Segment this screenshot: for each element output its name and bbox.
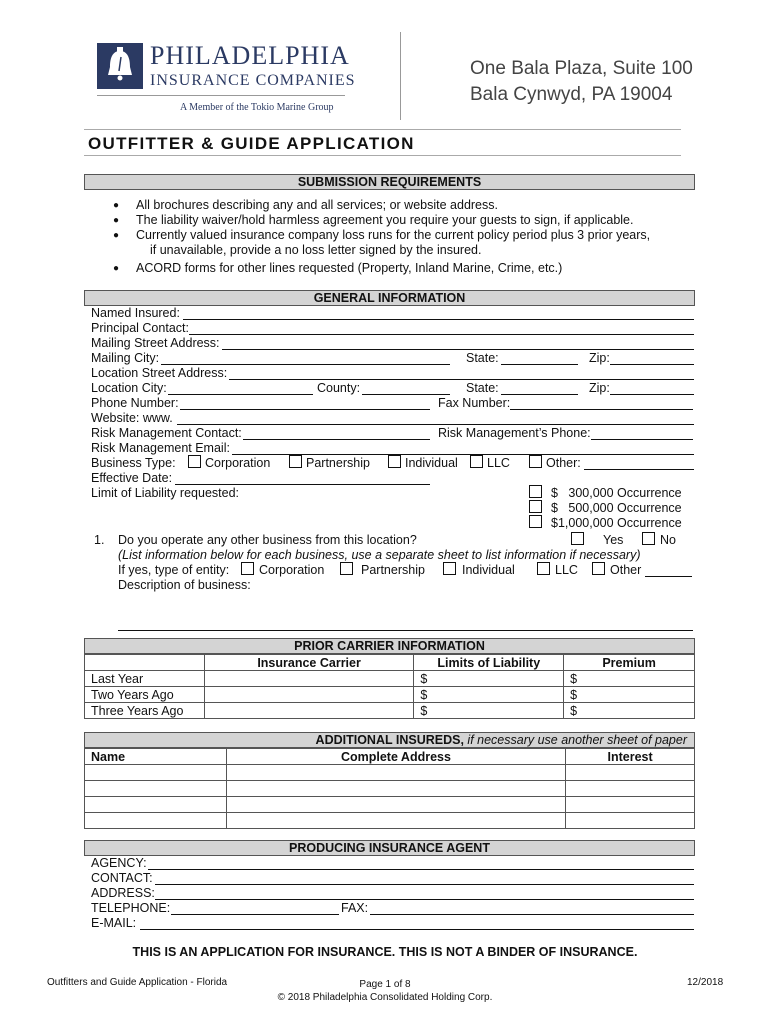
address-cell[interactable] (226, 813, 565, 829)
website-field[interactable] (177, 424, 694, 425)
entity-llc-checkbox[interactable] (537, 562, 550, 575)
carrier-cell[interactable] (204, 671, 414, 687)
header-vertical-divider (400, 32, 401, 120)
bullet-icon: ● (113, 263, 120, 274)
carrier-cell[interactable] (204, 687, 414, 703)
title-rule-bottom (84, 155, 681, 156)
q1-yes-checkbox[interactable] (571, 532, 584, 545)
agency-label: AGENCY: (91, 856, 147, 870)
q1-yes-label: Yes (603, 533, 624, 547)
limit-500k-checkbox[interactable] (529, 500, 542, 513)
location-city-field[interactable] (168, 394, 313, 395)
table-row (85, 687, 695, 703)
phone-field[interactable] (180, 409, 430, 410)
q1-no-checkbox[interactable] (642, 532, 655, 545)
principal-contact-field[interactable] (189, 334, 694, 335)
location-street-field[interactable] (229, 379, 694, 380)
general-heading: GENERAL INFORMATION (84, 290, 695, 306)
table-row (85, 781, 695, 797)
q1-no-label: No (660, 533, 676, 547)
risk-email-label: Risk Management Email: (91, 441, 230, 455)
carrier-cell[interactable] (204, 703, 414, 719)
effective-date-label: Effective Date: (91, 471, 173, 485)
business-type-option: Individual (405, 456, 458, 470)
footer-form-name: Outfitters and Guide Application - Florida (47, 977, 228, 988)
address-cell[interactable] (226, 765, 565, 781)
mailing-city-label: Mailing City: (91, 351, 160, 365)
phone-label: Phone Number: (91, 396, 179, 410)
mailing-city-field[interactable] (161, 364, 450, 365)
row-label: Two Years Ago (85, 687, 205, 703)
table-row (85, 813, 695, 829)
submission-heading: SUBMISSION REQUIREMENTS (84, 174, 695, 190)
principal-contact-label: Principal Contact: (91, 321, 189, 335)
footer-date: 12/2018 (687, 977, 724, 988)
mailing-zip-label: Zip: (589, 351, 610, 365)
name-cell[interactable] (85, 765, 227, 781)
limit-option: $ 300,000 Occurrence (551, 486, 682, 500)
named-insured-label: Named Insured: (91, 306, 180, 320)
additional-insureds-heading (84, 732, 695, 748)
liberty-bell-icon (97, 43, 143, 89)
risk-phone-field[interactable] (591, 439, 693, 440)
named-insured-field[interactable] (183, 319, 694, 320)
submission-item: The liability waiver/hold harmless agreement you require your guests to sign, if applicable. (136, 213, 634, 227)
agent-fax-field[interactable] (370, 914, 694, 915)
table-row (85, 765, 695, 781)
address-line-1: One Bala Plaza, Suite 100 (470, 58, 693, 79)
mailing-state-field[interactable] (501, 364, 578, 365)
limits-cell[interactable]: $ (414, 687, 564, 703)
limit-option: $ 500,000 Occurrence (551, 501, 682, 515)
description-field[interactable] (118, 630, 693, 631)
submission-item: Currently valued insurance company loss runs for the current policy period plus 3 prior years, (136, 228, 651, 242)
premium-cell[interactable]: $ (564, 703, 695, 719)
table-row (85, 797, 695, 813)
location-street-label: Location Street Address: (91, 366, 228, 380)
column-header: Premium (564, 655, 695, 671)
column-header (85, 655, 205, 671)
company-subname: INSURANCE COMPANIES (150, 72, 356, 89)
page-title: OUTFITTER & GUIDE APPLICATION (88, 134, 415, 153)
additional-insureds-table (84, 748, 695, 829)
column-header: Limits of Liability (414, 655, 564, 671)
business-type-option: LLC (487, 456, 510, 470)
agency-field[interactable] (148, 869, 694, 870)
limits-cell[interactable]: $ (414, 671, 564, 687)
title-rule-top (84, 129, 681, 130)
location-zip-field[interactable] (610, 394, 694, 395)
entity-option: LLC (555, 563, 578, 577)
agent-address-field[interactable] (155, 899, 694, 900)
fax-field[interactable] (510, 409, 693, 410)
row-label: Last Year (85, 671, 205, 687)
business-type-other-field[interactable] (584, 469, 694, 470)
location-state-field[interactable] (501, 394, 578, 395)
interest-cell[interactable] (566, 765, 695, 781)
business-type-other-checkbox[interactable] (529, 455, 542, 468)
bullet-icon: ● (113, 215, 120, 226)
additional-heading-note: if necessary use another sheet of paper (463, 733, 687, 747)
address-cell[interactable] (226, 781, 565, 797)
business-type-corporation-checkbox[interactable] (188, 455, 201, 468)
address-line-2: Bala Cynwyd, PA 19004 (470, 84, 673, 105)
interest-cell[interactable] (566, 797, 695, 813)
interest-cell[interactable] (566, 813, 695, 829)
footer-page-number: Page 1 of 8 (359, 979, 411, 990)
business-type-option: Other: (546, 456, 581, 470)
entity-option: Other (610, 563, 642, 577)
name-cell[interactable] (85, 781, 227, 797)
business-type-llc-checkbox[interactable] (470, 455, 483, 468)
location-zip-label: Zip: (589, 381, 610, 395)
agent-email-field[interactable] (140, 929, 694, 930)
agent-telephone-label: TELEPHONE: (91, 901, 171, 915)
submission-item: All brochures describing any and all services; or website address. (136, 198, 498, 212)
footer-copyright: © 2018 Philadelphia Consolidated Holding Corp. (277, 992, 493, 1003)
submission-item-continued: if unavailable, provide a no loss letter signed by the insured. (150, 243, 482, 257)
mailing-street-label: Mailing Street Address: (91, 336, 220, 350)
business-type-option: Partnership (306, 456, 370, 470)
entity-partnership-checkbox[interactable] (340, 562, 353, 575)
limit-option: $1,000,000 Occurrence (551, 516, 682, 530)
additional-heading-text: ADDITIONAL INSUREDS, (315, 733, 464, 747)
county-label: County: (317, 381, 361, 395)
interest-cell[interactable] (566, 781, 695, 797)
mailing-zip-field[interactable] (610, 364, 694, 365)
disclaimer: THIS IS AN APPLICATION FOR INSURANCE. THIS IS NOT A BINDER OF INSURANCE. (132, 945, 638, 959)
business-type-individual-checkbox[interactable] (388, 455, 401, 468)
question-number: 1. (94, 533, 105, 547)
table-row (85, 703, 695, 719)
mailing-street-field[interactable] (222, 349, 694, 350)
entity-other-checkbox[interactable] (592, 562, 605, 575)
description-label: Description of business: (118, 578, 251, 592)
entity-type-label: If yes, type of entity: (118, 563, 230, 577)
entity-option: Partnership (361, 563, 425, 577)
member-line: A Member of the Tokio Marine Group (180, 102, 334, 113)
location-state-label: State: (466, 381, 499, 395)
column-header: Complete Address (226, 749, 565, 765)
submission-item: ACORD forms for other lines requested (Property, Inland Marine, Crime, etc.) (136, 261, 563, 275)
prior-carrier-table (84, 654, 695, 719)
premium-cell[interactable]: $ (564, 687, 695, 703)
table-header-row (85, 749, 695, 765)
company-name: PHILADELPHIA (150, 41, 350, 70)
risk-contact-label: Risk Management Contact: (91, 426, 242, 440)
table-header-row (85, 655, 695, 671)
location-city-label: Location City: (91, 381, 167, 395)
limit-label: Limit of Liability requested: (91, 486, 239, 500)
column-header: Interest (566, 749, 695, 765)
agent-telephone-field[interactable] (171, 914, 339, 915)
website-label: Website: www. (91, 411, 173, 425)
row-label: Three Years Ago (85, 703, 205, 719)
entity-individual-checkbox[interactable] (443, 562, 456, 575)
bullet-icon: ● (113, 200, 120, 211)
county-field[interactable] (362, 394, 450, 395)
entity-option: Individual (462, 563, 515, 577)
risk-contact-field[interactable] (243, 439, 430, 440)
limit-1m-checkbox[interactable] (529, 515, 542, 528)
name-cell[interactable] (85, 797, 227, 813)
bullet-icon: ● (113, 230, 120, 241)
name-cell[interactable] (85, 813, 227, 829)
entity-option: Corporation (259, 563, 325, 577)
premium-cell[interactable]: $ (564, 671, 695, 687)
mailing-state-label: State: (466, 351, 499, 365)
effective-date-field[interactable] (175, 484, 430, 485)
limit-300k-checkbox[interactable] (529, 485, 542, 498)
agent-fax-label: FAX: (341, 901, 369, 915)
entity-other-field[interactable] (645, 576, 692, 577)
question-1-note: (List information below for each business, use a separate sheet to list information if necessary) (118, 548, 641, 562)
table-row (85, 671, 695, 687)
business-type-partnership-checkbox[interactable] (289, 455, 302, 468)
business-type-label: Business Type: (91, 456, 176, 470)
column-header: Name (85, 749, 227, 765)
agent-heading: PRODUCING INSURANCE AGENT (84, 840, 695, 856)
company-logo (97, 43, 143, 89)
column-header: Insurance Carrier (204, 655, 414, 671)
agent-email-label: E-MAIL: (91, 916, 137, 930)
logo-divider (97, 95, 345, 96)
agent-contact-field[interactable] (155, 884, 694, 885)
business-type-option: Corporation (205, 456, 271, 470)
address-cell[interactable] (226, 797, 565, 813)
agent-contact-label: CONTACT: (91, 871, 153, 885)
question-1-text: Do you operate any other business from this location? (118, 533, 417, 547)
entity-corporation-checkbox[interactable] (241, 562, 254, 575)
agent-address-label: ADDRESS: (91, 886, 155, 900)
prior-carrier-heading: PRIOR CARRIER INFORMATION (84, 638, 695, 654)
fax-label: Fax Number: (438, 396, 511, 410)
limits-cell[interactable]: $ (414, 703, 564, 719)
risk-phone-label: Risk Management’s Phone: (438, 426, 591, 440)
